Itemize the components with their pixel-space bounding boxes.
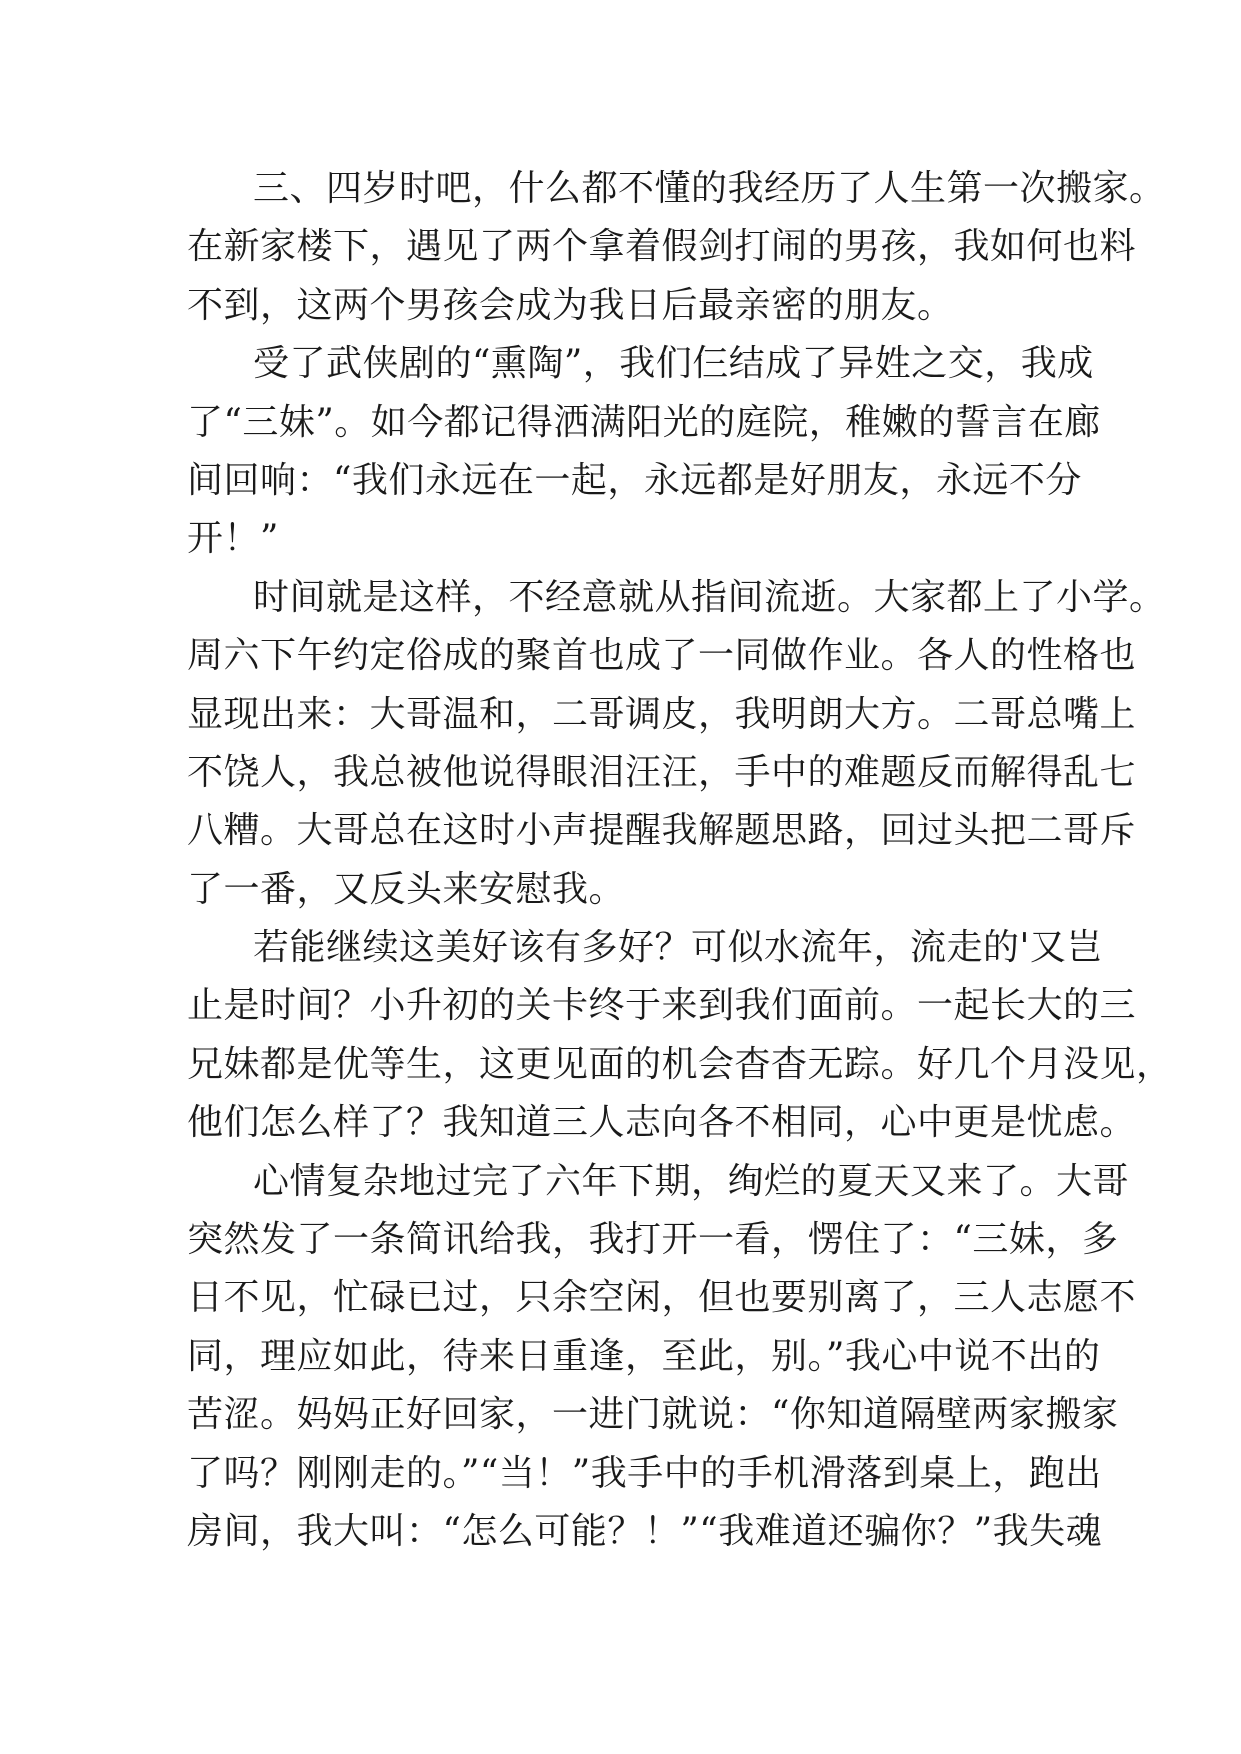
paragraph-4-line-4: 他们怎么样了？我知道三人志向各不相同，心中更是忧虑。 [187, 1102, 1137, 1144]
paragraph-3-line-3: 显现出来：大哥温和，二哥调皮，我明朗大方。二哥总嘴上 [187, 693, 1137, 735]
paragraph-4-line-1: 若能继续这美好该有多好？可似水流年，流走的'又岂 [253, 927, 1103, 969]
paragraph-2-line-2: 了“三妹”。如今都记得洒满阳光的庭院，稚嫩的誓言在廊 [187, 401, 1101, 443]
paragraph-2-line-1: 受了武侠剧的“熏陶”，我们仨结成了异姓之交，我成 [253, 343, 1094, 385]
paragraph-5-line-7: 房间，我大叫：“怎么可能？！”“我难道还骗你？”我失魂 [187, 1510, 1103, 1552]
paragraph-3-line-4: 不饶人，我总被他说得眼泪汪汪，手中的难题反而解得乱七 [187, 751, 1137, 793]
paragraph-5-line-6: 了吗？刚刚走的。”“当！”我手中的手机滑落到桌上，跑出 [187, 1452, 1102, 1494]
paragraph-2-line-3: 间回响：“我们永远在一起，永远都是好朋友，永远不分 [187, 459, 1082, 501]
paragraph-1-line-2: 在新家楼下，遇见了两个拿着假剑打闹的男孩，我如何也料 [187, 226, 1137, 268]
paragraph-5-line-3: 日不见，忙碌已过，只余空闲，但也要别离了，三人志愿不 [187, 1277, 1137, 1319]
document-text [187, 160, 1173, 1561]
paragraph-1-line-3: 不到，这两个男孩会成为我日后最亲密的朋友。 [187, 284, 954, 326]
paragraph-3-line-1: 时间就是这样，不经意就从指间流逝。大家都上了小学。 [253, 576, 1166, 618]
paragraph-4-line-2: 止是时间？小升初的关卡终于来到我们面前。一起长大的三 [187, 985, 1137, 1027]
paragraph-3-line-6: 了一番，又反头来安慰我。 [187, 868, 626, 910]
paragraph-4-line-3: 兄妹都是优等生，这更见面的机会杳杳无踪。好几个月没见， [187, 1043, 1173, 1085]
paragraph-2-line-4: 开！” [187, 518, 279, 560]
paragraph-5-line-5: 苦涩。妈妈正好回家，一进门就说：“你知道隔壁两家搬家 [187, 1394, 1119, 1436]
paragraph-3-line-5: 八糟。大哥总在这时小声提醒我解题思路，回过头把二哥斥 [187, 810, 1137, 852]
paragraph-5-line-2: 突然发了一条简讯给我，我打开一看，愣住了：“三妹，多 [187, 1219, 1119, 1261]
paragraph-5-line-1: 心情复杂地过完了六年下期，绚烂的夏天又来了。大哥 [253, 1160, 1130, 1202]
paragraph-1-line-1: 三、四岁时吧，什么都不懂的我经历了人生第一次搬家。 [253, 168, 1166, 209]
paragraph-3-line-2: 周六下午约定俗成的聚首也成了一同做作业。各人的性格也 [187, 635, 1137, 677]
paragraph-5-line-4: 同，理应如此，待来日重逢，至此，别。”我心中说不出的 [187, 1335, 1101, 1377]
